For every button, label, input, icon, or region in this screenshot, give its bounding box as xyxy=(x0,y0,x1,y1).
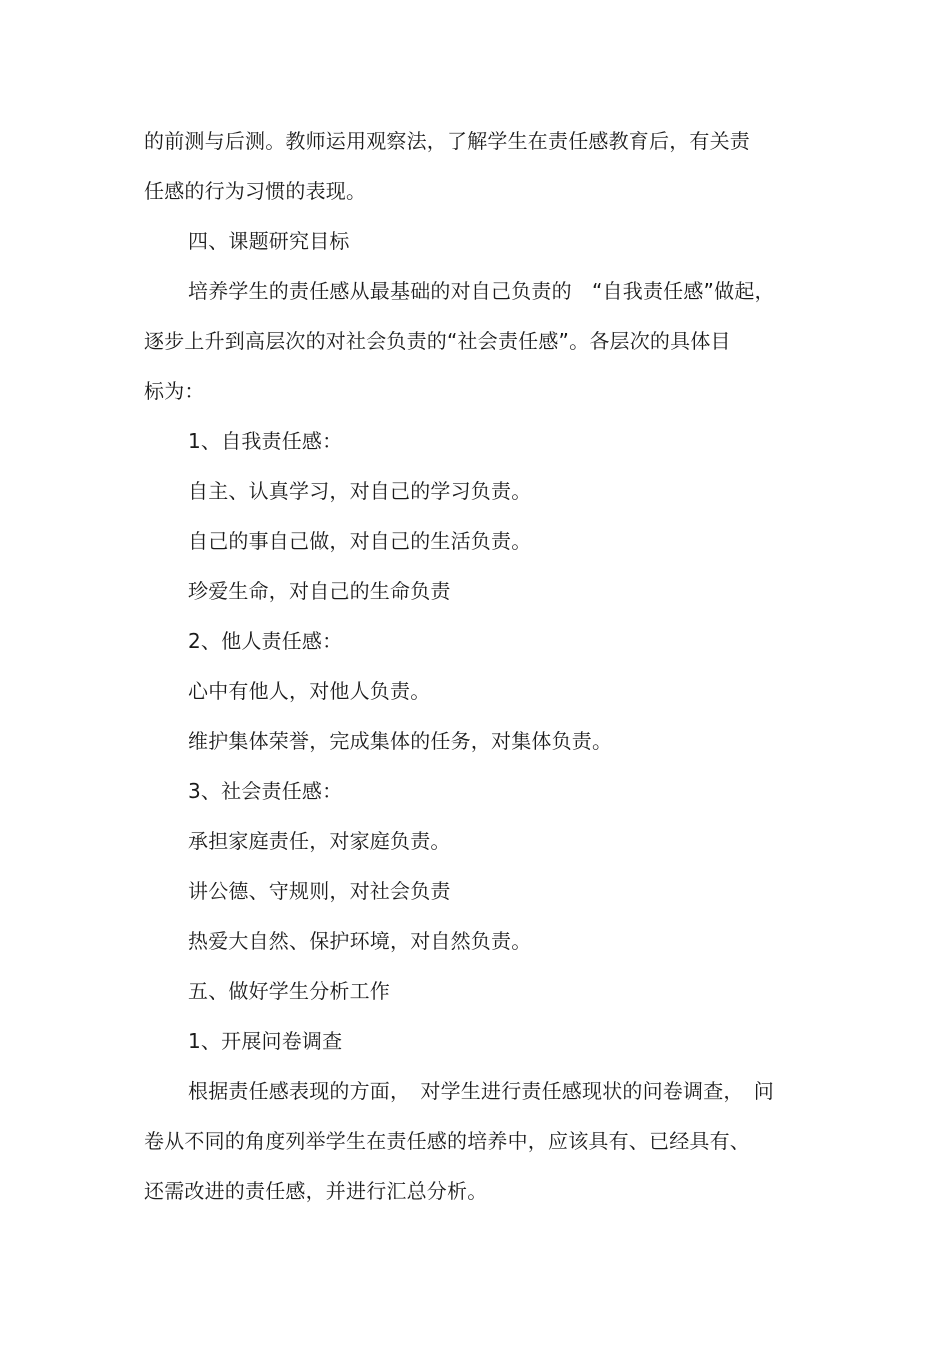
section-heading: 四、课题研究目标 xyxy=(188,229,350,253)
list-item: 自己的事自己做，对自己的生活负责。 xyxy=(188,529,532,553)
paragraph-line: 任感的行为习惯的表现。 xyxy=(144,179,367,203)
list-item: 维护集体荣誉，完成集体的任务，对集体负责。 xyxy=(188,729,613,753)
list-item: 心中有他人，对他人负责。 xyxy=(188,679,431,703)
paragraph-line: 的前测与后测。教师运用观察法，了解学生在责任感教育后，有关责 xyxy=(144,129,750,153)
paragraph-line: 卷从不同的角度列举学生在责任感的培养中，应该具有、已经具有、 xyxy=(144,1129,750,1153)
paragraph-line: 标为： xyxy=(144,379,205,403)
subsection-heading: 1、开展问卷调查 xyxy=(188,1029,343,1053)
section-heading: 五、做好学生分析工作 xyxy=(188,979,390,1003)
subsection-heading: 2、他人责任感： xyxy=(188,629,343,653)
list-item: 承担家庭责任，对家庭负责。 xyxy=(188,829,451,853)
list-item: 讲公德、守规则，对社会负责 xyxy=(188,879,451,903)
list-item: 热爱大自然、保护环境，对自然负责。 xyxy=(188,929,532,953)
subsection-heading: 1、自我责任感： xyxy=(188,429,343,453)
list-item: 珍爱生命，对自己的生命负责 xyxy=(188,579,451,603)
subsection-heading: 3、社会责任感： xyxy=(188,779,343,803)
paragraph-line: 根据责任感表现的方面， 对学生进行责任感现状的问卷调查， 问 xyxy=(188,1079,774,1103)
paragraph-line: 培养学生的责任感从最基础的对自己负责的 “自我责任感”做起， xyxy=(188,279,775,303)
paragraph-line: 还需改进的责任感，并进行汇总分析。 xyxy=(144,1179,488,1203)
list-item: 自主、认真学习，对自己的学习负责。 xyxy=(188,479,532,503)
paragraph-line: 逐步上升到高层次的对社会负责的“社会责任感”。各层次的具体目 xyxy=(144,329,731,353)
